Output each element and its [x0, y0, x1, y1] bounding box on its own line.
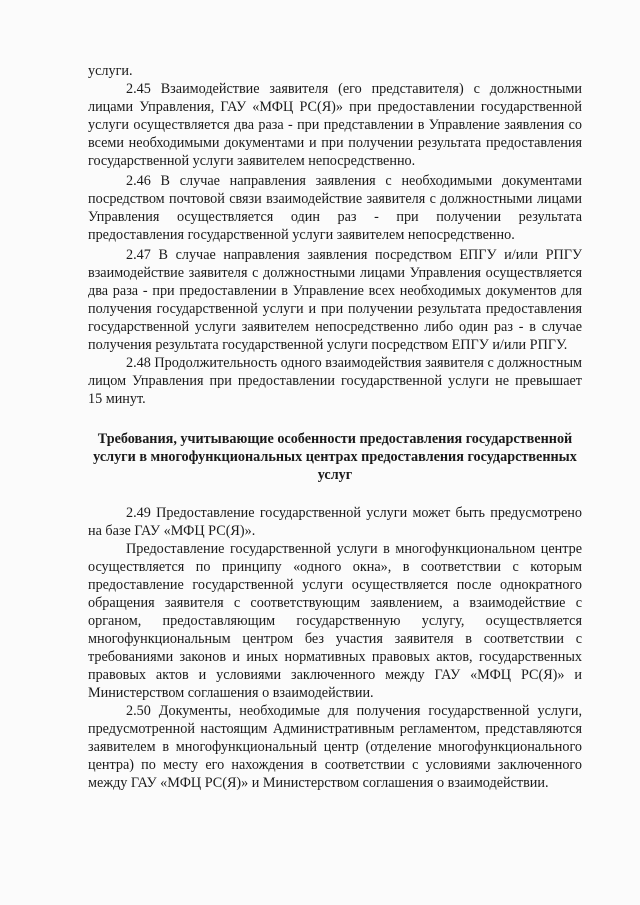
paragraph-2-47: 2.47 В случае направления заявления посредством ЕПГУ и/или РПГУ взаимодействие заявителя с должностными лицами Управления осуществляется два раза - при предоставлении в Управление всех необходимых документов для получения государственной услуги и при получении результата предоставления государственной услуги заявителем непосредственно либо один раз - в случае получения результата государственной услуги посредством ЕПГУ и/или РПГУ. — [88, 247, 582, 353]
paragraph-2-45: 2.45 Взаимодействие заявителя (его представителя) с должностными лицами Управления, ГАУ «МФЦ РС(Я)» при предоставлении государственной услуги осуществляется два раза - при представлении в Управление заявления со всеми необходимыми документами и при получении результата предоставления государственной услуги заявителем непосредственно. — [88, 81, 582, 169]
paragraph-2-49: 2.49 Предоставление государственной услуги может быть предусмотрено на базе ГАУ «МФЦ РС(Я)». — [88, 505, 582, 539]
paragraph-2-48: 2.48 Продолжительность одного взаимодействия заявителя с должностным лицом Управления при предоставлении государственной услуги не превышает 15 минут. — [88, 355, 582, 407]
section-heading: Требования, учитывающие особенности предоставления государственной услуги в многофункциональных центрах предоставления государственных услуг — [93, 431, 577, 483]
paragraph-mfc-one-window: Предоставление государственной услуги в многофункциональном центре осуществляется по принципу «одного окна», в соответствии с которым предоставление государственной услуги осуществляется после однократного обращения заявителя с соответствующим заявлением, а взаимодействие с органом, предоставляющим государственную услугу, осуществляется многофункциональным центром без участия заявителя в соответствии с требованиями законов и иных нормативных правовых актов, государственных правовых актов и условиями заключенного между ГАУ «МФЦ РС(Я)» и Министерством соглашения о взаимодействии. — [88, 541, 582, 701]
paragraph-2-50: 2.50 Документы, необходимые для получения государственной услуги, предусмотренной настоящим Административным регламентом, представляются заявителем в многофункциональный центр (отделение многофункционального центра) по месту его нахождения в соответствии с условиями заключенного между ГАУ «МФЦ РС(Я)» и Министерством соглашения о взаимодействии. — [88, 703, 582, 791]
paragraph-continuation: услуги. — [88, 63, 133, 79]
paragraph-2-46: 2.46 В случае направления заявления с необходимыми документами посредством почтовой связи взаимодействие заявителя с должностными лицами Управления осуществляется один раз - при получении результата предоставления государственной услуги заявителем непосредственно. — [88, 173, 582, 243]
document-body — [88, 62, 582, 792]
